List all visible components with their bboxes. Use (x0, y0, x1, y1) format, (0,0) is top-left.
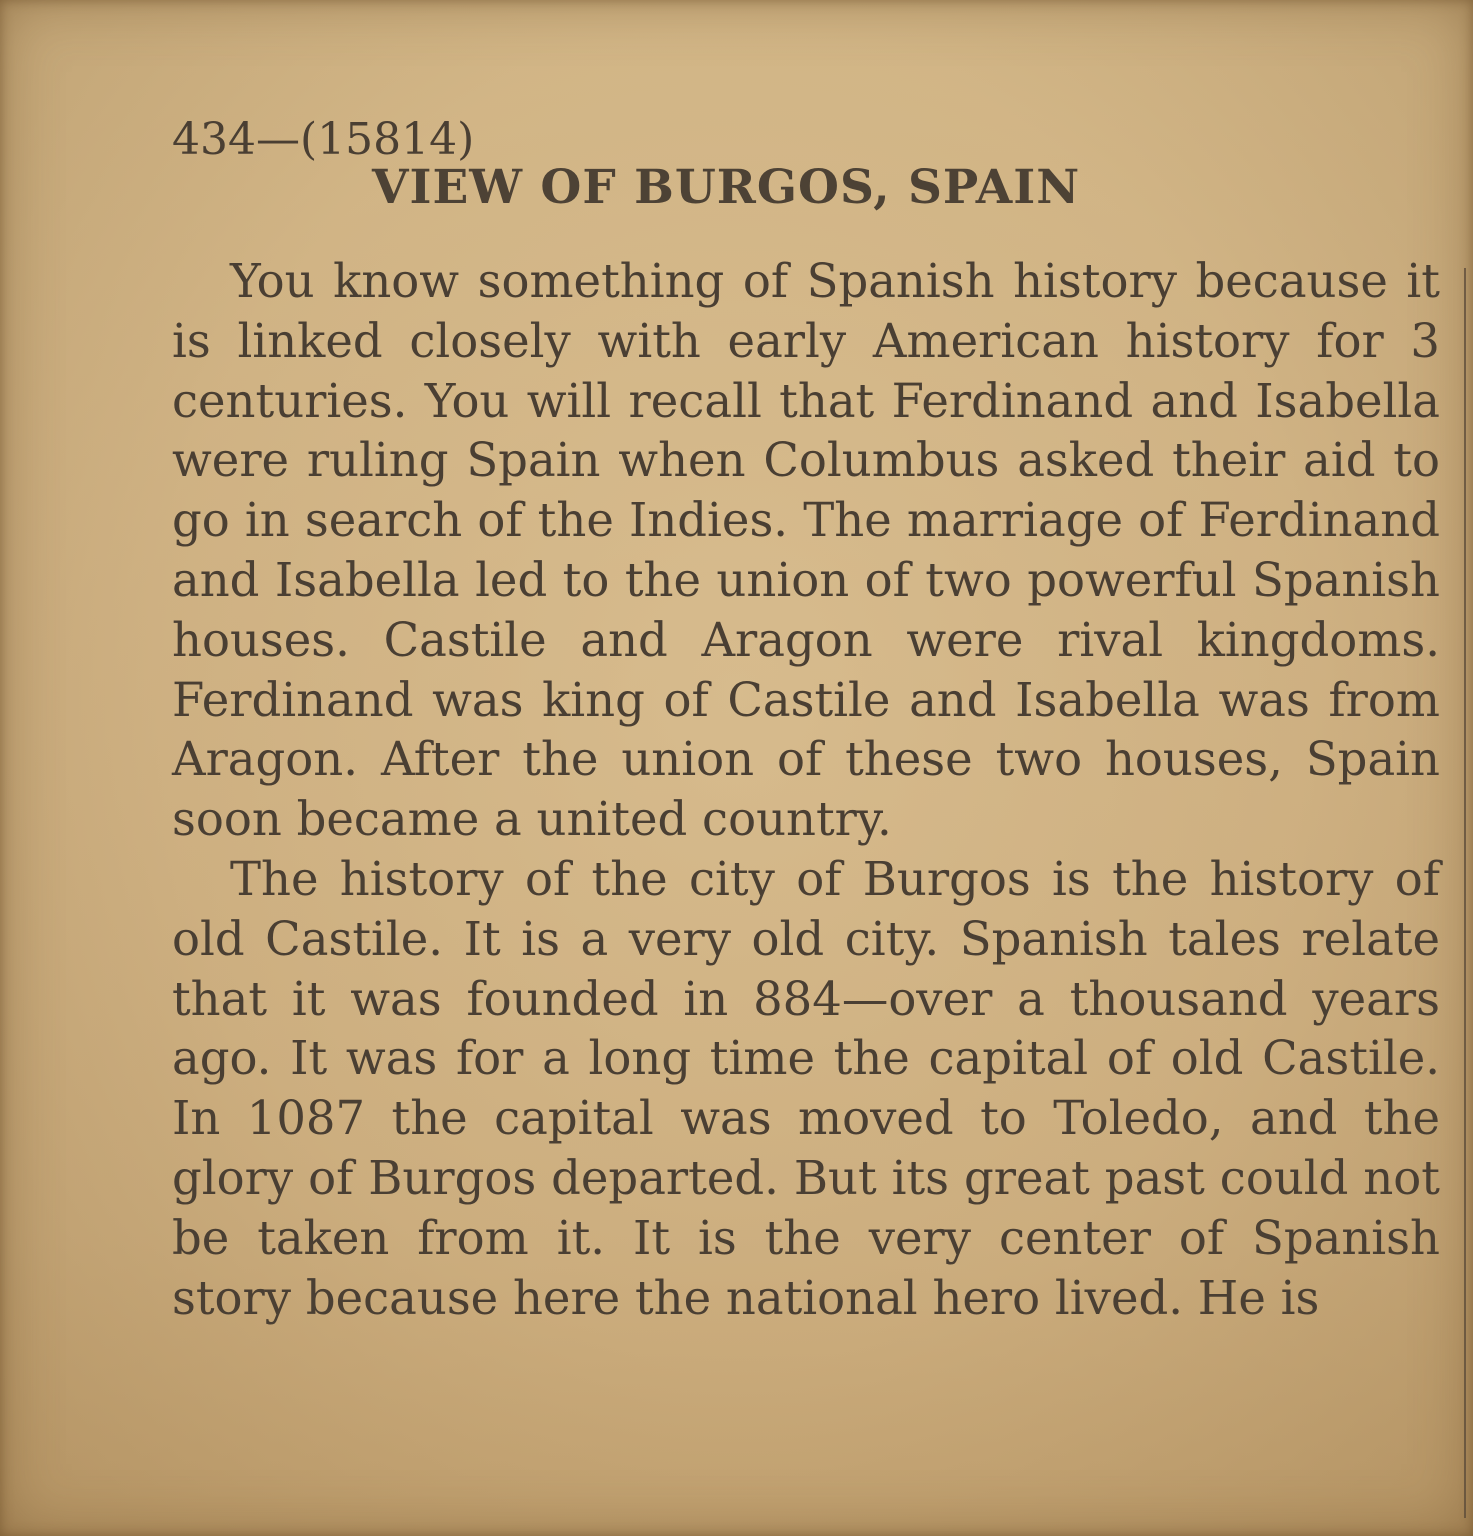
body-text (172, 252, 1440, 1328)
paragraph-1: You know something of Spanish history because it is linked closely with early American history for 3 centuries. You will recall that Ferdinand and Isabella were ruling Spain when Columbus asked their aid to go in search of the Indies. The marriage of Ferdinand and Isabella led to the union of two powerful Spanish houses. Castile and Aragon were rival kingdoms. Ferdinand was king of Castile and Isabella was from Aragon. After the union of these two houses, Spain soon became a united country. (172, 254, 1440, 847)
paragraph-2: The history of the city of Burgos is the history of old Castile. It is a very old city. Spanish tales relate that it was founded in 884—over a thousand years ago. It was for a long time the capital of old Castile. In 1087 the capital was moved to Toledo, and the glory of Burgos departed. But its great past could not be taken from it. It is the very center of Spanish story because here the national hero lived. He is (172, 851, 1440, 1325)
card-title: VIEW OF BURGOS, SPAIN (372, 160, 1081, 215)
right-margin-rule (1464, 268, 1466, 1518)
card-text-block (172, 112, 1440, 1328)
card-number: 434—(15814) (172, 114, 475, 165)
